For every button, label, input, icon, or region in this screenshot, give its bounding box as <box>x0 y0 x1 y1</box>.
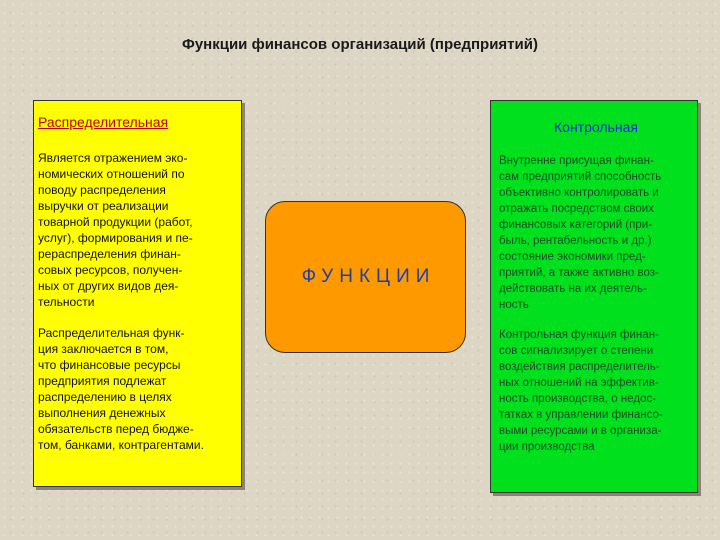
distribution-description: Является отражением эко- номических отношений по поводу распределения выручки от реализации товарной продукции (работ, услуг), формирования и пе- рераспределения финан- совых ресурсов, получен- ных от других видов дея- тельности <box>38 151 193 309</box>
distribution-heading: Распределительная <box>38 114 169 130</box>
control-description: Внутренне присущая финан- сам предприятий способность объективно контролировать и отражать посредством своих финансовых категорий (при- быль, рентабельность и др.) состояние экономики пред- приятий, а также активно воз- действовать на их деятель- ность <box>499 155 662 311</box>
distribution-function-panel <box>33 100 242 487</box>
functions-center-box <box>265 201 466 353</box>
functions-label: ФУНКЦИИ <box>301 266 436 287</box>
control-heading: Контрольная <box>554 119 638 135</box>
distribution-details: Распределительная функ- ция заключается в том, что финансовые ресурсы предприятия подлежат распределению в целях выполнения денежных обязательств перед бюдже- том, банками, контрагентами. <box>38 326 204 452</box>
control-details: Контрольная функция финан- сов сигнализирует о степени воздействия распределитель- ных отношений на эффектив- ность производства, о недос- татках в управлении финансо- выми ресурсами и в организа- ции производства <box>499 329 663 453</box>
control-function-panel <box>490 100 698 493</box>
page-title: Функции финансов организаций (предприятий) <box>182 36 538 53</box>
